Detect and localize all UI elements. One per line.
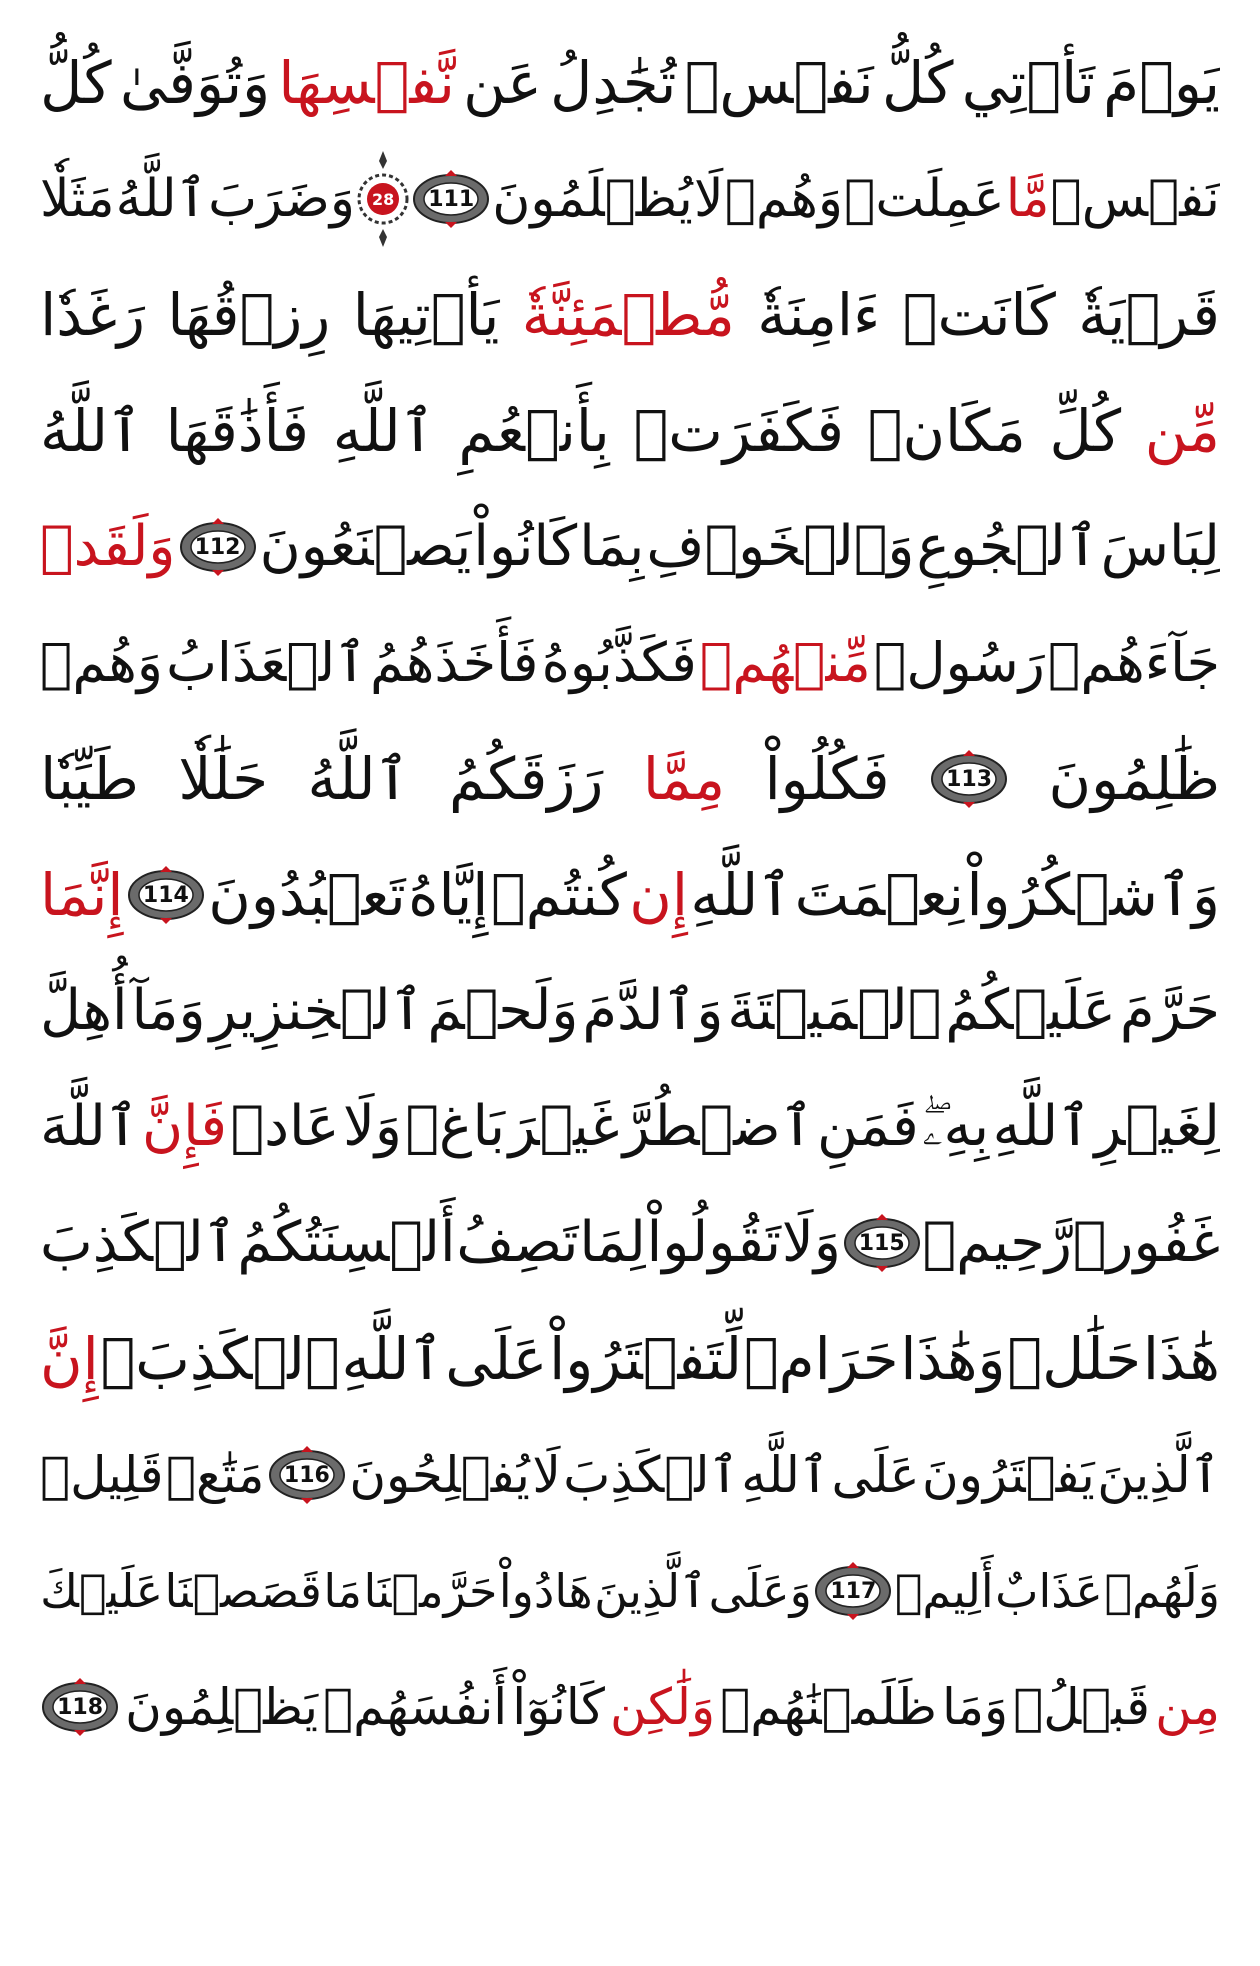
word: نَفۡسٖ — [684, 49, 874, 117]
word: تَقُولُواْ — [646, 1210, 782, 1275]
word: وَهَٰذَا — [900, 1325, 1006, 1393]
word: ٱللَّهِ — [741, 1446, 830, 1504]
tajweed-highlighted-word: وَلَقَدۡ — [40, 514, 176, 579]
word: ٱلۡكَذِبَ — [40, 1210, 237, 1275]
text-line-2 — [40, 141, 1220, 257]
word: وَٱشۡكُرُواْ — [966, 861, 1220, 929]
word: لِمَا — [579, 1210, 646, 1275]
verse-number-marker — [813, 1562, 893, 1620]
word: فَكَذَّبُوهُ — [541, 631, 697, 694]
word: ٱلۡخِنزِيرِ — [209, 978, 424, 1043]
word: رِزۡقُهَا — [167, 281, 331, 349]
word: مَثَلٗا — [40, 169, 115, 229]
word: رَسُولٞ — [873, 631, 1045, 694]
tajweed-highlighted-word: نَّفۡسِهَا — [278, 49, 455, 117]
word: فَكَفَرَتۡ — [633, 397, 844, 465]
word: ٱلۡجُوعِ — [916, 514, 1099, 579]
word: يَأۡتِيهَا — [352, 281, 500, 349]
word: ٱللَّهِ — [690, 861, 793, 929]
word: يُظۡلَمُونَ — [492, 169, 693, 229]
word: وَلَا — [342, 1094, 402, 1159]
word: فَأَذَٰقَهَا — [165, 397, 310, 465]
word: لِغَيۡرِ — [1094, 1094, 1220, 1159]
word: أَلِيمٞ — [894, 1564, 994, 1618]
tajweed-highlighted-word: وَلَٰكِن — [610, 1678, 716, 1736]
word: عَلَيۡكَ — [40, 1564, 164, 1618]
word: قَرۡيَةٗ — [1078, 281, 1220, 349]
word: غَيۡرَ — [508, 1094, 620, 1159]
word: كُنتُمۡ — [490, 861, 627, 929]
word: وَٱلۡخَوۡفِ — [646, 514, 915, 579]
word: وَهُمۡ — [40, 631, 163, 694]
word: ءَامِنَةٗ — [757, 281, 881, 349]
word: مَا — [323, 1564, 362, 1618]
tajweed-highlighted-word: مَّا — [1005, 169, 1050, 229]
hizb-number: 28 — [371, 189, 395, 209]
word: كُلِّ — [1049, 397, 1122, 465]
tajweed-highlighted-word: مِمَّا — [642, 745, 726, 813]
verse-number-marker — [411, 170, 491, 228]
verse-number: 117 — [830, 1578, 877, 1604]
word: فَأَخَذَهُمُ — [369, 631, 539, 694]
verse-number-marker — [929, 750, 1009, 808]
word: ٱللَّهُ — [115, 169, 208, 229]
word: وَٱلدَّمَ — [582, 978, 724, 1043]
word: أَلۡسِنَتُكُمُ — [237, 1210, 456, 1275]
word: قَلِيلٞ — [40, 1446, 164, 1504]
text-line-12 — [40, 1301, 1220, 1417]
text-line-14 — [40, 1533, 1220, 1649]
verse-number-marker — [178, 518, 258, 576]
verse-number: 113 — [946, 766, 993, 792]
word: يَصۡنَعُونَ — [259, 514, 472, 579]
word: عَذَابٌ — [995, 1564, 1103, 1618]
verse-number: 118 — [57, 1694, 104, 1720]
text-line-5 — [40, 489, 1220, 605]
word: كَانَتۡ — [902, 281, 1056, 349]
word: كُلُّ — [881, 49, 954, 117]
word: ٱللَّهِ — [332, 397, 435, 465]
word: بَاغٖ — [405, 1094, 506, 1159]
word: ٱلۡكَذِبَ — [563, 1446, 739, 1504]
word: كَانُوٓاْ — [512, 1678, 605, 1736]
word: ٱللَّهَ — [40, 1094, 139, 1159]
word: كَانُواْ — [473, 514, 578, 579]
word: لَا — [532, 1446, 561, 1504]
word: عَلَى — [831, 1446, 920, 1504]
word: حَرَّمۡنَا — [363, 1564, 498, 1618]
word: حَرَامٞ — [743, 1325, 899, 1393]
word: ٱلۡكَذِبَۚ — [100, 1325, 340, 1393]
tajweed-highlighted-word: إِن — [629, 861, 688, 929]
word: وَتُوَفَّىٰ — [119, 49, 271, 117]
word: يَفۡتَرُونَ — [922, 1446, 1095, 1504]
word: ٱلَّذِينَ — [594, 1564, 708, 1618]
word: وَلَهُمۡ — [1104, 1564, 1220, 1618]
word: نِعۡمَتَ — [794, 861, 965, 929]
text-line-15 — [40, 1649, 1220, 1765]
word: ظَٰلِمُونَ — [1048, 745, 1220, 813]
word: ٱللَّهُ — [40, 397, 142, 465]
word: جَآءَهُمۡ — [1047, 631, 1220, 694]
word: إِيَّاهُ — [408, 861, 489, 929]
word: أُهِلَّ — [40, 978, 128, 1043]
tajweed-highlighted-word: مِّن — [1144, 397, 1220, 465]
verse-number: 116 — [283, 1462, 330, 1488]
word: حَلَٰلٞ — [1007, 1325, 1142, 1393]
verse-number: 114 — [142, 882, 189, 908]
word: تَعۡبُدُونَ — [208, 861, 406, 929]
text-line-9 — [40, 953, 1220, 1069]
word: وَمَا — [941, 1678, 1009, 1736]
quran-text-block — [40, 25, 1220, 1765]
word: يُفۡلِحُونَ — [349, 1446, 530, 1504]
tajweed-highlighted-word: مِّنۡهُمۡ — [699, 631, 871, 694]
verse-number-marker — [842, 1214, 922, 1272]
word: رَّحِيمٞ — [922, 1210, 1072, 1275]
verse-number-marker — [267, 1446, 347, 1504]
word: عَلَى — [445, 1325, 548, 1393]
word: وَهُمۡ — [724, 169, 844, 229]
word: طَيِّبٗا — [40, 745, 139, 813]
word: وَمَآ — [131, 978, 206, 1043]
word: تُجَٰدِلُ — [550, 49, 677, 117]
word: عَن — [463, 49, 542, 117]
word: بِهِۦۖ — [922, 1094, 990, 1159]
word: عَلَيۡكُمُ — [945, 978, 1116, 1043]
word: تَأۡتِي — [961, 49, 1095, 117]
tajweed-highlighted-word: إِنَّ — [40, 1325, 99, 1393]
word: مَكَانٖ — [867, 397, 1026, 465]
tajweed-highlighted-word: مِن — [1155, 1678, 1220, 1736]
word: هَادُواْ — [498, 1564, 593, 1618]
word: بِمَا — [579, 514, 645, 579]
text-line-10 — [40, 1069, 1220, 1185]
word: وَلَحۡمَ — [427, 978, 579, 1043]
word: كُلُّ — [40, 49, 112, 117]
word: فَمَنِ — [817, 1094, 919, 1159]
verse-number: 111 — [428, 186, 475, 212]
word: حَرَّمَ — [1119, 978, 1220, 1043]
verse-number: 115 — [858, 1230, 905, 1256]
text-line-11 — [40, 1185, 1220, 1301]
word: قَبۡلُۖ — [1013, 1678, 1151, 1736]
word: أَنفُسَهُمۡ — [323, 1678, 508, 1736]
word: رَزَقَكُمُ — [448, 745, 604, 813]
word: ٱلۡعَذَابُ — [166, 631, 367, 694]
verse-number: 112 — [194, 534, 241, 560]
word: ظَلَمۡنَٰهُمۡ — [720, 1678, 937, 1736]
word: رَغَدٗا — [40, 281, 145, 349]
word: نَفۡسٖ — [1050, 169, 1220, 229]
hizb-marker — [356, 149, 410, 249]
word: ٱلَّذِينَ — [1097, 1446, 1220, 1504]
word: هَٰذَا — [1142, 1325, 1220, 1393]
word: غَفُورٞ — [1072, 1210, 1220, 1275]
word: عَادٖ — [230, 1094, 340, 1159]
text-line-6 — [40, 605, 1220, 721]
word: فَكُلُواْ — [764, 745, 890, 813]
word: وَضَرَبَ — [208, 169, 356, 229]
tajweed-highlighted-word: فَإِنَّ — [142, 1094, 227, 1159]
word: قَصَصۡنَا — [164, 1564, 322, 1618]
text-line-1 — [40, 25, 1220, 141]
word: بِأَنۡعُمِ — [458, 397, 610, 465]
tajweed-highlighted-word: مُّطۡمَئِنَّةٗ — [521, 281, 735, 349]
word: ٱضۡطُرَّ — [622, 1094, 814, 1159]
word: وَلَا — [781, 1210, 841, 1275]
word: لِبَاسَ — [1100, 514, 1220, 579]
word: يَظۡلِمُونَ — [125, 1678, 319, 1736]
text-line-7 — [40, 721, 1220, 837]
verse-number-marker — [126, 866, 206, 924]
text-line-8 — [40, 837, 1220, 953]
word: مَتَٰعٞ — [165, 1446, 265, 1504]
word: ٱللَّهُ — [307, 745, 410, 813]
tajweed-highlighted-word: إِنَّمَا — [40, 861, 124, 929]
word: لَا — [693, 169, 724, 229]
verse-number-marker — [40, 1678, 120, 1736]
word: يَوۡمَ — [1103, 49, 1220, 117]
text-line-4 — [40, 373, 1220, 489]
word: ٱلۡمَيۡتَةَ — [727, 978, 942, 1043]
word: حَلَٰلٗا — [178, 745, 269, 813]
word: ٱللَّهِ — [341, 1325, 444, 1393]
word: تَصِفُ — [456, 1210, 579, 1275]
text-line-13 — [40, 1417, 1220, 1533]
word: لِّتَفۡتَرُواْ — [549, 1325, 743, 1393]
word: عَمِلَتۡ — [844, 169, 1005, 229]
word: وَعَلَى — [708, 1564, 812, 1618]
text-line-3 — [40, 257, 1220, 373]
word: ٱللَّهِ — [992, 1094, 1092, 1159]
